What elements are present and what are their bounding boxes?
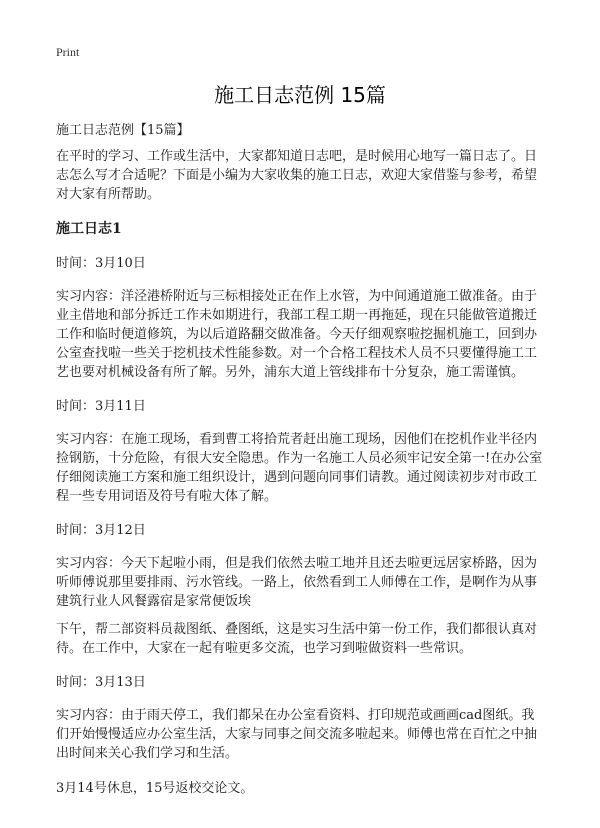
section-heading: 施工日志1 (56, 221, 122, 237)
document-subtitle: 施工日志范例【15篇】 (56, 123, 190, 138)
entry-time: 时间：3月10日 (56, 256, 146, 271)
entry-time: 时间：3月11日 (56, 399, 146, 414)
entry-time: 时间：3月13日 (56, 675, 146, 690)
entry-time: 时间：3月12日 (56, 523, 146, 538)
print-label: Print (56, 45, 80, 59)
entry-content: 实习内容：今天下起啦小雨，但是我们依然去啦工地并且还去啦更远居家桥路，因为听师傅说那里要排雨、污水管线。一路上，依然看到工人师傅在工作，是啊作为从事建筑行业人风餐露宿是家常便饭埃 (56, 556, 538, 609)
page-title: 施工日志范例 15篇 (214, 83, 386, 107)
footer-note: 3月14号休息，15号返校交论文。 (56, 781, 254, 796)
entry-content: 实习内容：在施工现场，看到曹工将拾荒者赶出施工现场，因他们在挖机作业半径内捡钢筋，十分危险，有很大安全隐患。作为一名施工人员必须牢记安全第一!在办公室仔细阅读施工方案和施工组织设计，遇到问题向同事们请教。通过阅读初步对市政工程一些专用词语及符号有啦大体了解。 (56, 432, 543, 504)
intro-paragraph: 在平时的学习、工作或生活中，大家都知道日志吧，是时候用心地写一篇日志了。日志怎么写才合适呢？下面是小编为大家收集的施工日志，欢迎大家借鉴与参考，希望对大家有所帮助。 (56, 149, 538, 202)
entry-content: 实习内容：洋泾港桥附近与三标相接处正在作上水管，为中间通道施工做准备。由于业主借地和部分拆迁工作未如期进行，我部工程工期一再拖延，现在只能做管道搬迁工作和临时便道修筑，为以后道路翻交做准备。今天仔细观察啦挖掘机施工，回到办公室查找啦一些关于挖机技术性能参数。对一个合格工程技术人员不只要懂得施工工艺也要对机械设备有所了解。另外，浦东大道上管线排布十分复杂，施工需谨慎。 (56, 289, 538, 380)
entry-extra-paragraph: 下午，帮二部资料员裁图纸、叠图纸，这是实习生活中第一份工作，我们都很认真对待。在工作中，大家在一起有啦更多交流，也学习到啦做资料一些常识。 (56, 622, 538, 656)
entry-content: 实习内容：由于雨天停工，我们都呆在办公室看资料、打印规范或画画cad图纸。我们开始慢慢适应办公室生活，大家与同事之间交流多啦起来。师傅也常在百忙之中抽出时间来关心我们学习和生活。 (56, 708, 538, 761)
